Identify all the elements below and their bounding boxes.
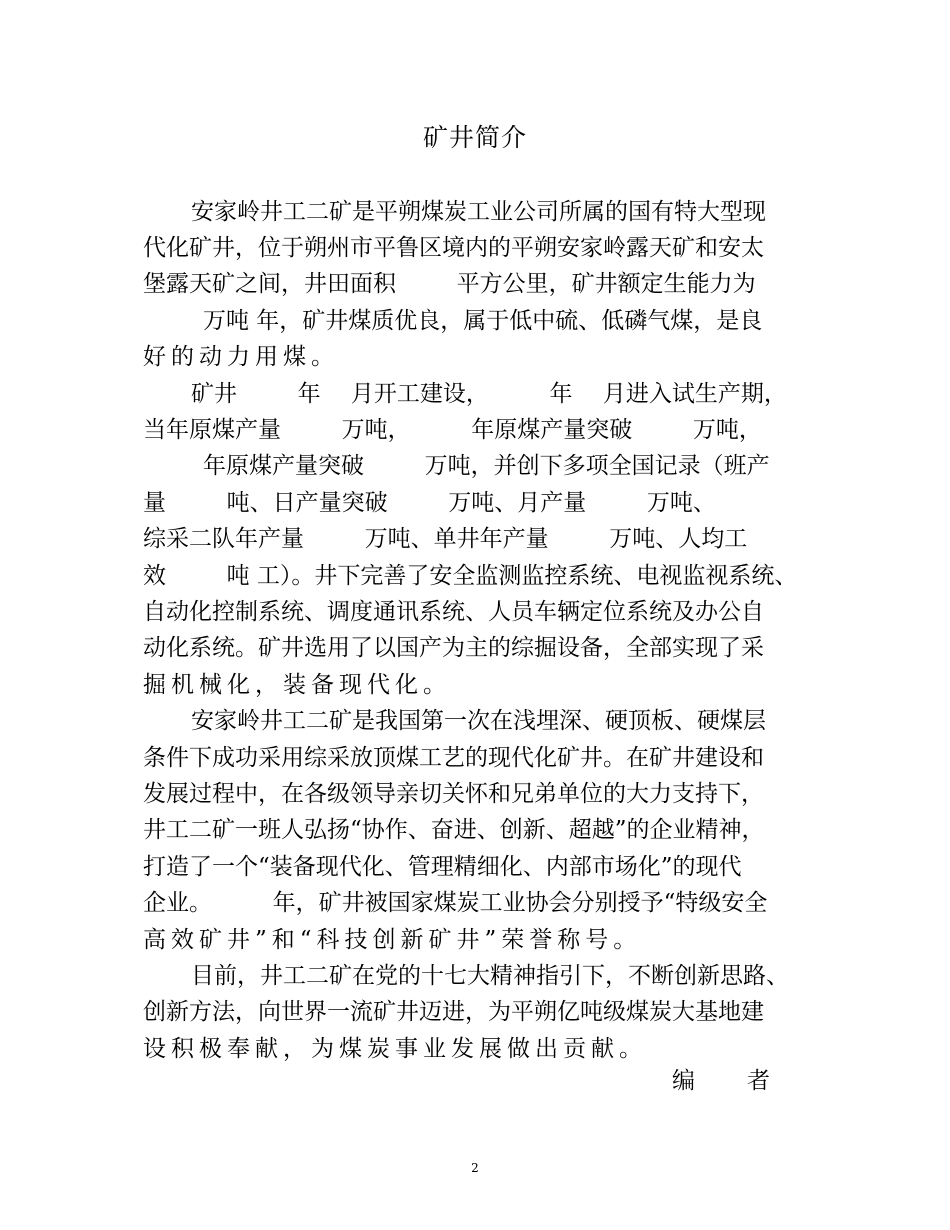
- text-line: 当年原煤产量 万吨， 年原煤产量突破 万吨，: [143, 417, 762, 444]
- text-line: 万吨 年，矿井煤质优良，属于低中硫、低磷气煤，是良: [203, 307, 763, 334]
- text-line: 安家岭井工二矿是我国第一次在浅埋深、硬顶板、硬煤层: [191, 708, 766, 735]
- text-line: 创新方法，向世界一流矿井迈进，为平朔亿吨级煤炭大基地建: [143, 999, 764, 1026]
- text-line: 年原煤产量突破 万吨，并创下多项全国记录（班产: [203, 453, 770, 480]
- text-line: 堡露天矿之间，井田面积 平方公里，矿井额定生能力为: [143, 271, 756, 298]
- text-line: 掘机械化，装备现代化。: [143, 671, 451, 698]
- text-line: 矿井 年 月开工建设， 年 月进入试生产期，: [191, 380, 787, 407]
- text-line: 设积极奉献，为煤炭事业发展做出贡献。: [143, 1035, 647, 1062]
- text-line: 动化系统。矿井选用了以国产为主的综掘设备，全部实现了采: [143, 635, 764, 662]
- text-line: 发展过程中，在各级领导亲切关怀和兄弟单位的大力支持下，: [143, 780, 764, 807]
- text-line: 量 吨、日产量突破 万吨、月产量 万吨、: [143, 489, 716, 516]
- text-line: 目前，井工二矿在党的十七大精神指引下，不断创新思路、: [191, 962, 789, 989]
- text-line: 打造了一个“装备现代化、管理精细化、内部市场化”的现代: [143, 853, 742, 880]
- text-line: 代化矿井，位于朔州市平鲁区境内的平朔安家岭露天矿和安太: [143, 235, 764, 262]
- page-number: 2: [471, 1161, 479, 1175]
- text-line: 综采二队年产量 万吨、单井年产量 万吨、人均工: [143, 526, 748, 553]
- text-line: 自动化控制系统、调度通讯系统、人员车辆定位系统及办公自: [143, 598, 764, 625]
- document-body: [143, 191, 808, 1064]
- signature: 编者: [672, 1068, 822, 1094]
- page-title: 矿井简介: [422, 123, 527, 152]
- text-line: 高效矿井”和“科技创新矿井”荣誉称号。: [143, 926, 642, 953]
- text-line: 安家岭井工二矿是平朔煤炭工业公司所属的国有特大型现: [191, 198, 766, 225]
- text-line: 条件下成功采用综采放顶煤工艺的现代化矿井。在矿井建设和: [143, 744, 764, 771]
- text-line: 井工二矿一班人弘扬“协作、奋进、创新、超越”的企业精神，: [143, 817, 765, 844]
- text-line: 好的动力用煤。: [143, 344, 339, 371]
- text-line: 企业。 年，矿井被国家煤炭工业协会分别授予“特级安全: [143, 890, 768, 917]
- text-line: 效 吨 工）。井下完善了安全监测监控系统、电视监视系统、: [143, 562, 798, 589]
